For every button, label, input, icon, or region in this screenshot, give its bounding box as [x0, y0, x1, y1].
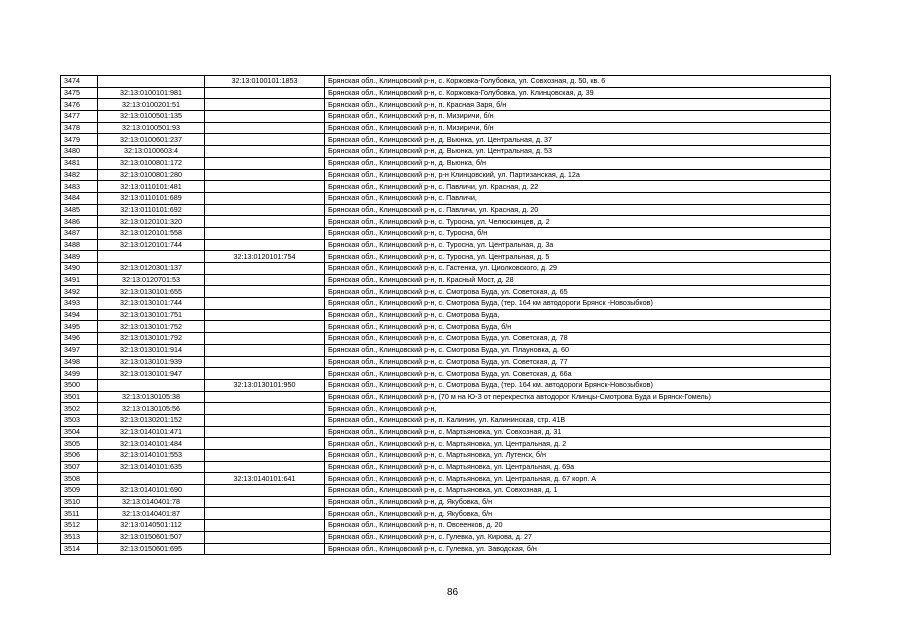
row-number-cell: 3477	[61, 111, 98, 123]
row-number-cell: 3480	[61, 146, 98, 158]
cadastral-number-cell	[98, 473, 205, 485]
cadastral-number-cell: 32:13:0110101:692	[98, 204, 205, 216]
row-number-cell: 3512	[61, 520, 98, 532]
row-number-cell: 3493	[61, 298, 98, 310]
cadastral-number-cell: 32:13:0150601:695	[98, 543, 205, 555]
table-row	[61, 414, 831, 426]
row-number-cell: 3475	[61, 87, 98, 99]
cadastral-number-cell: 32:13:0130101:752	[98, 321, 205, 333]
building-cadastral-number-cell	[205, 368, 325, 380]
table-row	[61, 485, 831, 497]
table-row	[61, 321, 831, 333]
cadastral-number-cell: 32:13:0130101:744	[98, 298, 205, 310]
cadastral-table	[60, 75, 831, 555]
building-cadastral-number-cell: 32:13:0120101:754	[205, 251, 325, 263]
address-cell: Брянская обл., Клинцовский р-н, с. Павличи, ул. Красная, д. 22	[325, 181, 831, 193]
table-row	[61, 251, 831, 263]
address-cell: Брянская обл., Клинцовский р-н, (70 м на Ю-З от перекрестка автодорог Клинцы-Смотрова Буда и Брянск-Гомель)	[325, 391, 831, 403]
row-number-cell: 3509	[61, 485, 98, 497]
table-row	[61, 76, 831, 88]
row-number-cell: 3487	[61, 227, 98, 239]
building-cadastral-number-cell	[205, 227, 325, 239]
row-number-cell: 3478	[61, 122, 98, 134]
table-row	[61, 99, 831, 111]
cadastral-number-cell: 32:13:0140101:635	[98, 461, 205, 473]
building-cadastral-number-cell	[205, 309, 325, 321]
building-cadastral-number-cell	[205, 263, 325, 275]
table-row	[61, 450, 831, 462]
building-cadastral-number-cell	[205, 216, 325, 228]
address-cell: Брянская обл., Клинцовский р-н, п. Красная Заря, б/н	[325, 99, 831, 111]
row-number-cell: 3495	[61, 321, 98, 333]
cadastral-number-cell: 32:13:0140401:87	[98, 508, 205, 520]
row-number-cell: 3514	[61, 543, 98, 555]
table-row	[61, 87, 831, 99]
address-cell: Брянская обл., Клинцовский р-н, с. Смотрова Буда, б/н	[325, 321, 831, 333]
table-row	[61, 263, 831, 275]
cadastral-number-cell: 32:13:0130101:751	[98, 309, 205, 321]
building-cadastral-number-cell	[205, 99, 325, 111]
cadastral-number-cell	[98, 251, 205, 263]
table-row	[61, 227, 831, 239]
address-cell: Брянская обл., Клинцовский р-н, с. Гулевка, ул. Заводская, б/н	[325, 543, 831, 555]
building-cadastral-number-cell	[205, 286, 325, 298]
address-cell: Брянская обл., Клинцовский р-н, с. Смотрова Буда, ул. Плауновка, д. 60	[325, 344, 831, 356]
cadastral-number-cell: 32:13:0100601:237	[98, 134, 205, 146]
address-cell: Брянская обл., Клинцовский р-н, с. Туросна, ул. Челюскинцев, д. 2	[325, 216, 831, 228]
address-cell: Брянская обл., Клинцовский р-н, р-н Клинцовский, ул. Партизанская, д. 12а	[325, 169, 831, 181]
address-cell: Брянская обл., Клинцовский р-н, д. Якубовка, б/н	[325, 508, 831, 520]
address-cell: Брянская обл., Клинцовский р-н, с. Туросна, ул. Центральная, д. 5	[325, 251, 831, 263]
address-cell: Брянская обл., Клинцовский р-н, с. Мартьяновка, ул. Центральная, д. 69а	[325, 461, 831, 473]
row-number-cell: 3476	[61, 99, 98, 111]
cadastral-number-cell: 32:13:0130101:914	[98, 344, 205, 356]
row-number-cell: 3511	[61, 508, 98, 520]
cadastral-number-cell: 32:13:0130101:939	[98, 356, 205, 368]
address-cell: Брянская обл., Клинцовский р-н, с. Павличи, ул. Красная, д. 20	[325, 204, 831, 216]
row-number-cell: 3501	[61, 391, 98, 403]
table-row	[61, 239, 831, 251]
building-cadastral-number-cell	[205, 134, 325, 146]
building-cadastral-number-cell	[205, 450, 325, 462]
address-cell: Брянская обл., Клинцовский р-н, с. Смотрова Буда, ул. Советская, д. 65	[325, 286, 831, 298]
row-number-cell: 3502	[61, 403, 98, 415]
cadastral-number-cell: 32:13:0100501:93	[98, 122, 205, 134]
building-cadastral-number-cell	[205, 204, 325, 216]
cadastral-number-cell: 32:13:0110101:481	[98, 181, 205, 193]
address-cell: Брянская обл., Клинцовский р-н,	[325, 403, 831, 415]
document-table-container	[60, 75, 830, 555]
table-row	[61, 333, 831, 345]
row-number-cell: 3485	[61, 204, 98, 216]
address-cell: Брянская обл., Клинцовский р-н, с. Туросна, б/н	[325, 227, 831, 239]
table-row	[61, 543, 831, 555]
cadastral-number-cell: 32:13:0130105:56	[98, 403, 205, 415]
page-number: 86	[446, 587, 459, 598]
address-cell: Брянская обл., Клинцовский р-н, с. Смотрова Буда, ул. Советская, д. 66а	[325, 368, 831, 380]
address-cell: Брянская обл., Клинцовский р-н, п. Красный Мост, д. 28	[325, 274, 831, 286]
cadastral-number-cell: 32:13:0120101:558	[98, 227, 205, 239]
cadastral-number-cell	[98, 76, 205, 88]
building-cadastral-number-cell	[205, 146, 325, 158]
address-cell: Брянская обл., Клинцовский р-н, с. Смотрова Буда,	[325, 309, 831, 321]
address-cell: Брянская обл., Клинцовский р-н, с. Мартьяновка, ул. Совхозная, д. 31	[325, 426, 831, 438]
building-cadastral-number-cell	[205, 403, 325, 415]
cadastral-number-cell: 32:13:0100801:280	[98, 169, 205, 181]
table-row	[61, 496, 831, 508]
table-row	[61, 181, 831, 193]
building-cadastral-number-cell	[205, 87, 325, 99]
row-number-cell: 3482	[61, 169, 98, 181]
cadastral-number-cell: 32:13:0120101:320	[98, 216, 205, 228]
row-number-cell: 3513	[61, 531, 98, 543]
building-cadastral-number-cell	[205, 543, 325, 555]
table-row	[61, 438, 831, 450]
row-number-cell: 3504	[61, 426, 98, 438]
address-cell: Брянская обл., Клинцовский р-н, с. Павличи,	[325, 192, 831, 204]
address-cell: Брянская обл., Клинцовский р-н, д. Вьюнка, б/н	[325, 157, 831, 169]
cadastral-number-cell: 32:13:0140101:553	[98, 450, 205, 462]
row-number-cell: 3488	[61, 239, 98, 251]
cadastral-number-cell: 32:13:0140401:78	[98, 496, 205, 508]
row-number-cell: 3486	[61, 216, 98, 228]
building-cadastral-number-cell	[205, 496, 325, 508]
row-number-cell: 3492	[61, 286, 98, 298]
cadastral-number-cell: 32:13:0140501:112	[98, 520, 205, 532]
cadastral-number-cell: 32:13:0110101:689	[98, 192, 205, 204]
building-cadastral-number-cell	[205, 508, 325, 520]
building-cadastral-number-cell	[205, 520, 325, 532]
cadastral-number-cell: 32:13:0130101:947	[98, 368, 205, 380]
cadastral-number-cell: 32:13:0130101:792	[98, 333, 205, 345]
building-cadastral-number-cell	[205, 426, 325, 438]
address-cell: Брянская обл., Клинцовский р-н, с. Смотрова Буда, ул. Советская, д. 77	[325, 356, 831, 368]
building-cadastral-number-cell	[205, 461, 325, 473]
cadastral-number-cell: 32:13:0100603:4	[98, 146, 205, 158]
cadastral-number-cell: 32:13:0130201:152	[98, 414, 205, 426]
table-row	[61, 344, 831, 356]
row-number-cell: 3499	[61, 368, 98, 380]
table-row	[61, 520, 831, 532]
building-cadastral-number-cell	[205, 298, 325, 310]
building-cadastral-number-cell	[205, 122, 325, 134]
building-cadastral-number-cell	[205, 192, 325, 204]
address-cell: Брянская обл., Клинцовский р-н, п. Мизиричи, б/н	[325, 122, 831, 134]
table-row	[61, 391, 831, 403]
cadastral-number-cell: 32:13:0100501:135	[98, 111, 205, 123]
row-number-cell: 3479	[61, 134, 98, 146]
cadastral-number-cell: 32:13:0150601:507	[98, 531, 205, 543]
table-row	[61, 461, 831, 473]
table-row	[61, 368, 831, 380]
address-cell: Брянская обл., Клинцовский р-н, п. Калинин, ул. Калининская, стр. 41В	[325, 414, 831, 426]
building-cadastral-number-cell	[205, 274, 325, 286]
address-cell: Брянская обл., Клинцовский р-н, с. Смотрова Буда, (тер. 164 км. автодороги Брянск-Новозыбков)	[325, 379, 831, 391]
address-cell: Брянская обл., Клинцовский р-н, с. Смотрова Буда, ул. Советская, д. 78	[325, 333, 831, 345]
row-number-cell: 3489	[61, 251, 98, 263]
building-cadastral-number-cell	[205, 438, 325, 450]
row-number-cell: 3500	[61, 379, 98, 391]
cadastral-number-cell: 32:13:0120701:53	[98, 274, 205, 286]
row-number-cell: 3498	[61, 356, 98, 368]
address-cell: Брянская обл., Клинцовский р-н, с. Мартьяновка, ул. Лутенск, б/н	[325, 450, 831, 462]
row-number-cell: 3484	[61, 192, 98, 204]
address-cell: Брянская обл., Клинцовский р-н, с. Смотрова Буда, (тер. 164 км автодороги Брянск -Новозыбков)	[325, 298, 831, 310]
cadastral-number-cell: 32:13:0120301:137	[98, 263, 205, 275]
row-number-cell: 3474	[61, 76, 98, 88]
building-cadastral-number-cell: 32:13:0130101:950	[205, 379, 325, 391]
cadastral-number-cell: 32:13:0100201:51	[98, 99, 205, 111]
building-cadastral-number-cell	[205, 111, 325, 123]
row-number-cell: 3491	[61, 274, 98, 286]
building-cadastral-number-cell	[205, 239, 325, 251]
building-cadastral-number-cell	[205, 344, 325, 356]
table-row	[61, 531, 831, 543]
building-cadastral-number-cell: 32:13:0140101:641	[205, 473, 325, 485]
row-number-cell: 3496	[61, 333, 98, 345]
cadastral-number-cell: 32:13:0140101:484	[98, 438, 205, 450]
table-row	[61, 286, 831, 298]
building-cadastral-number-cell	[205, 333, 325, 345]
building-cadastral-number-cell	[205, 531, 325, 543]
row-number-cell: 3505	[61, 438, 98, 450]
building-cadastral-number-cell	[205, 356, 325, 368]
cadastral-number-cell: 32:13:0140101:690	[98, 485, 205, 497]
address-cell: Брянская обл., Клинцовский р-н, с. Мартьяновка, ул. Совхозная, д. 1	[325, 485, 831, 497]
table-row	[61, 204, 831, 216]
building-cadastral-number-cell	[205, 391, 325, 403]
cadastral-number-cell	[98, 379, 205, 391]
building-cadastral-number-cell	[205, 321, 325, 333]
address-cell: Брянская обл., Клинцовский р-н, п. Овсеенков, д. 20	[325, 520, 831, 532]
row-number-cell: 3503	[61, 414, 98, 426]
row-number-cell: 3483	[61, 181, 98, 193]
cadastral-number-cell: 32:13:0130105:38	[98, 391, 205, 403]
address-cell: Брянская обл., Клинцовский р-н, д. Вьюнка, ул. Центральная, д. 37	[325, 134, 831, 146]
row-number-cell: 3490	[61, 263, 98, 275]
cadastral-number-cell: 32:13:0140101:471	[98, 426, 205, 438]
table-row	[61, 274, 831, 286]
table-row	[61, 216, 831, 228]
table-row	[61, 169, 831, 181]
table-row	[61, 298, 831, 310]
address-cell: Брянская обл., Клинцовский р-н, с. Гастенка, ул. Циолковского, д. 29	[325, 263, 831, 275]
table-row	[61, 134, 831, 146]
address-cell: Брянская обл., Клинцовский р-н, д. Вьюнка, ул. Центральная, д. 53	[325, 146, 831, 158]
table-row	[61, 146, 831, 158]
building-cadastral-number-cell	[205, 181, 325, 193]
row-number-cell: 3508	[61, 473, 98, 485]
table-row	[61, 473, 831, 485]
address-cell: Брянская обл., Клинцовский р-н, п. Мизиричи, б/н	[325, 111, 831, 123]
building-cadastral-number-cell: 32:13:0100101:1853	[205, 76, 325, 88]
table-row	[61, 508, 831, 520]
row-number-cell: 3507	[61, 461, 98, 473]
cadastral-number-cell: 32:13:0100101:981	[98, 87, 205, 99]
table-row	[61, 426, 831, 438]
address-cell: Брянская обл., Клинцовский р-н, с. Коржовка-Голубовка, ул. Клинцовская, д. 39	[325, 87, 831, 99]
table-row	[61, 379, 831, 391]
table-row	[61, 192, 831, 204]
building-cadastral-number-cell	[205, 157, 325, 169]
table-row	[61, 403, 831, 415]
row-number-cell: 3497	[61, 344, 98, 356]
table-row	[61, 356, 831, 368]
building-cadastral-number-cell	[205, 485, 325, 497]
cadastral-number-cell: 32:13:0130101:655	[98, 286, 205, 298]
table-row	[61, 122, 831, 134]
address-cell: Брянская обл., Клинцовский р-н, с. Туросна, ул. Центральная, д. 3а	[325, 239, 831, 251]
address-cell: Брянская обл., Клинцовский р-н, с. Мартьяновка, ул. Центральная, д. 67 корп. А	[325, 473, 831, 485]
row-number-cell: 3494	[61, 309, 98, 321]
table-row	[61, 309, 831, 321]
address-cell: Брянская обл., Клинцовский р-н, д. Якубовка, б/н	[325, 496, 831, 508]
table-row	[61, 111, 831, 123]
address-cell: Брянская обл., Клинцовский р-н, с. Коржовка-Голубовка, ул. Совхозная, д. 50, кв. 6	[325, 76, 831, 88]
row-number-cell: 3506	[61, 450, 98, 462]
building-cadastral-number-cell	[205, 414, 325, 426]
building-cadastral-number-cell	[205, 169, 325, 181]
table-row	[61, 157, 831, 169]
address-cell: Брянская обл., Клинцовский р-н, с. Мартьяновка, ул. Центральная, д. 2	[325, 438, 831, 450]
cadastral-number-cell: 32:13:0100801:172	[98, 157, 205, 169]
row-number-cell: 3481	[61, 157, 98, 169]
cadastral-number-cell: 32:13:0120101:744	[98, 239, 205, 251]
table-body	[61, 76, 831, 555]
row-number-cell: 3510	[61, 496, 98, 508]
address-cell: Брянская обл., Клинцовский р-н, с. Гулевка, ул. Кирова, д. 27	[325, 531, 831, 543]
